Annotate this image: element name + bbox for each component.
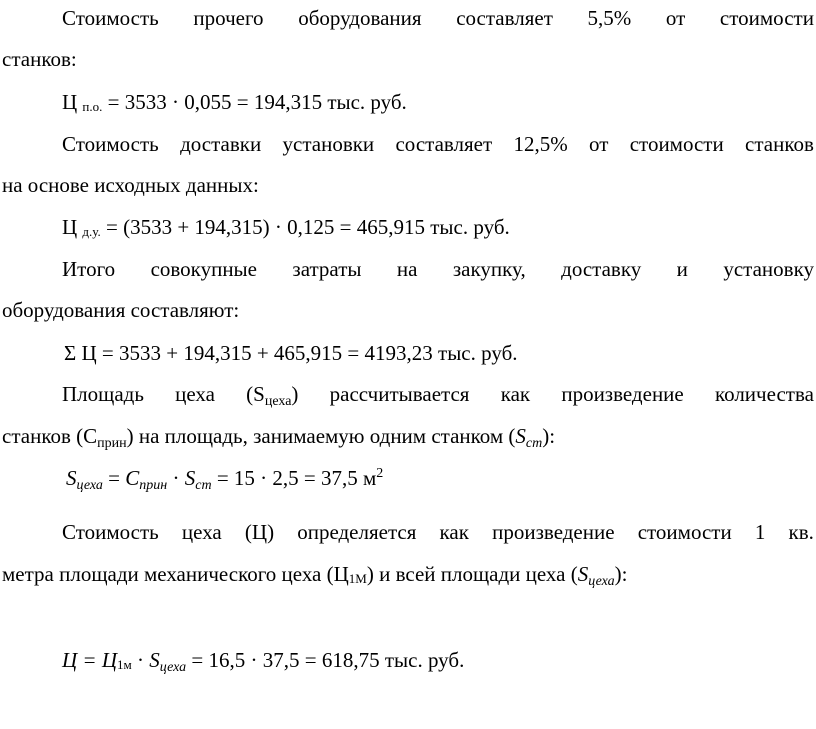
- f4-S2-sub: ст: [195, 478, 212, 493]
- p2-word: установки: [282, 132, 375, 156]
- f5-S-sub: цеха: [159, 660, 187, 675]
- p1-word: стоимости: [719, 6, 814, 30]
- formula-3: [64, 341, 518, 365]
- formula-1-rest: = 3533 · 0,055 = 194,315 тыс. руб.: [107, 90, 407, 114]
- p5-l2-Ssub: цеха: [588, 574, 615, 589]
- f4-sup: 2: [376, 466, 384, 481]
- f4-rest: = 15 · 2,5 = 37,5 м: [216, 466, 377, 490]
- f5-rest: = 16,5 · 37,5 = 618,75 тыс. руб.: [191, 648, 465, 672]
- f5-a-sub: 1м: [117, 657, 132, 672]
- p2-line1: [62, 132, 814, 156]
- f4-C: C: [125, 466, 140, 490]
- p2-word: доставки: [180, 132, 262, 156]
- formula-1-symbol: Ц: [62, 90, 78, 114]
- p3-word: доставку: [561, 257, 642, 281]
- formula-2: [62, 215, 510, 242]
- p5-word: произведение: [492, 520, 615, 544]
- formula-2-sub: д.у.: [82, 224, 101, 239]
- formula-3-text: Ц = 3533 + 194,315 + 465,915 = 4193,23 тыс. руб.: [81, 341, 518, 365]
- f5-dot: ·: [131, 648, 150, 672]
- p4-word: цеха: [175, 382, 215, 406]
- p4-word-s-tseha: [246, 382, 298, 410]
- p5-l2-a: метра площади механического цеха (Ц: [2, 562, 349, 586]
- p3-word: и: [676, 257, 688, 281]
- p4-word: Площадь: [62, 382, 144, 406]
- p5-word: 1: [754, 520, 766, 544]
- p1-word: прочего: [193, 6, 264, 30]
- p5-l2-c: ):: [614, 562, 628, 586]
- p5-word: цеха: [181, 520, 222, 544]
- p2-word: Стоимость: [62, 132, 159, 156]
- p1-word: составляет: [456, 6, 553, 30]
- p2-line2: на основе исходных данных:: [2, 173, 259, 197]
- formula-1-sub: п.о.: [82, 99, 103, 114]
- p4-s-post: ): [291, 382, 299, 406]
- formula-1: [62, 90, 407, 117]
- p4-word: количества: [714, 382, 814, 406]
- sigma-symbol: Σ: [64, 341, 77, 365]
- p4-word: как: [500, 382, 531, 406]
- f4-C-sub: прин: [139, 478, 168, 493]
- p4-line2: [2, 424, 555, 452]
- p5-l2-S: S: [577, 562, 589, 586]
- p4-l2-Ssub: ст: [525, 436, 543, 451]
- f4-S2: S: [184, 466, 196, 490]
- p4-l2-a: станков (С: [2, 424, 98, 448]
- f4-S-sub: цеха: [76, 478, 103, 493]
- p3-line1: [62, 257, 814, 281]
- p2-word: станков: [745, 132, 814, 156]
- f4-eq: =: [108, 466, 121, 490]
- p4-word: рассчитывается: [329, 382, 470, 406]
- formula-2-symbol: Ц: [62, 215, 78, 239]
- p1-word: Стоимость: [62, 6, 159, 30]
- p3-word: на: [396, 257, 418, 281]
- p1-line2: станков:: [2, 47, 77, 71]
- p4-l2-c: ):: [542, 424, 556, 448]
- p5-word: как: [439, 520, 469, 544]
- p3-word: затраты: [292, 257, 362, 281]
- p4-l2-sub: прин: [97, 436, 127, 451]
- p2-word: от: [589, 132, 609, 156]
- p2-word: 12,5%: [513, 132, 568, 156]
- p1-word: оборудования: [298, 6, 422, 30]
- f4-dot: ·: [172, 466, 180, 490]
- p3-word: совокупные: [150, 257, 257, 281]
- f5-S: S: [149, 648, 160, 672]
- p2-word: стоимости: [629, 132, 724, 156]
- p5-word: стоимости: [637, 520, 732, 544]
- p3-word: установку: [723, 257, 814, 281]
- p5-word: кв.: [788, 520, 814, 544]
- p5-line2: [2, 562, 627, 590]
- f5-a: Ц = Ц: [62, 648, 118, 672]
- formula-5: [62, 648, 464, 676]
- p5-l2-sub: 1М: [348, 571, 367, 586]
- p1-line1: [62, 6, 814, 30]
- p3-word: Итого: [62, 257, 116, 281]
- p1-word: 5,5%: [587, 6, 632, 30]
- p5-word: определяется: [297, 520, 417, 544]
- p5-line1: [62, 520, 814, 544]
- p4-s-sub: цеха: [264, 394, 292, 409]
- p4-l2-b: ) на площадь, занимаемую одним станком (: [126, 424, 516, 448]
- p4-line1: [62, 382, 814, 410]
- p3-line2: оборудования составляют:: [2, 298, 240, 322]
- p4-l2-S: S: [515, 424, 526, 448]
- p4-s-pre: (S: [246, 382, 265, 406]
- p1-word: от: [665, 6, 686, 30]
- p4-word: произведение: [561, 382, 684, 406]
- formula-2-rest: = (3533 + 194,315) · 0,125 = 465,915 тыс. руб.: [106, 215, 510, 239]
- p3-word: закупку,: [452, 257, 526, 281]
- p5-l2-b: ) и всей площади цеха (: [366, 562, 578, 586]
- f4-S: S: [66, 466, 77, 490]
- p2-word: составляет: [395, 132, 493, 156]
- p5-word: Стоимость: [62, 520, 159, 544]
- formula-4: [66, 466, 383, 494]
- p5-word: (Ц): [244, 520, 275, 544]
